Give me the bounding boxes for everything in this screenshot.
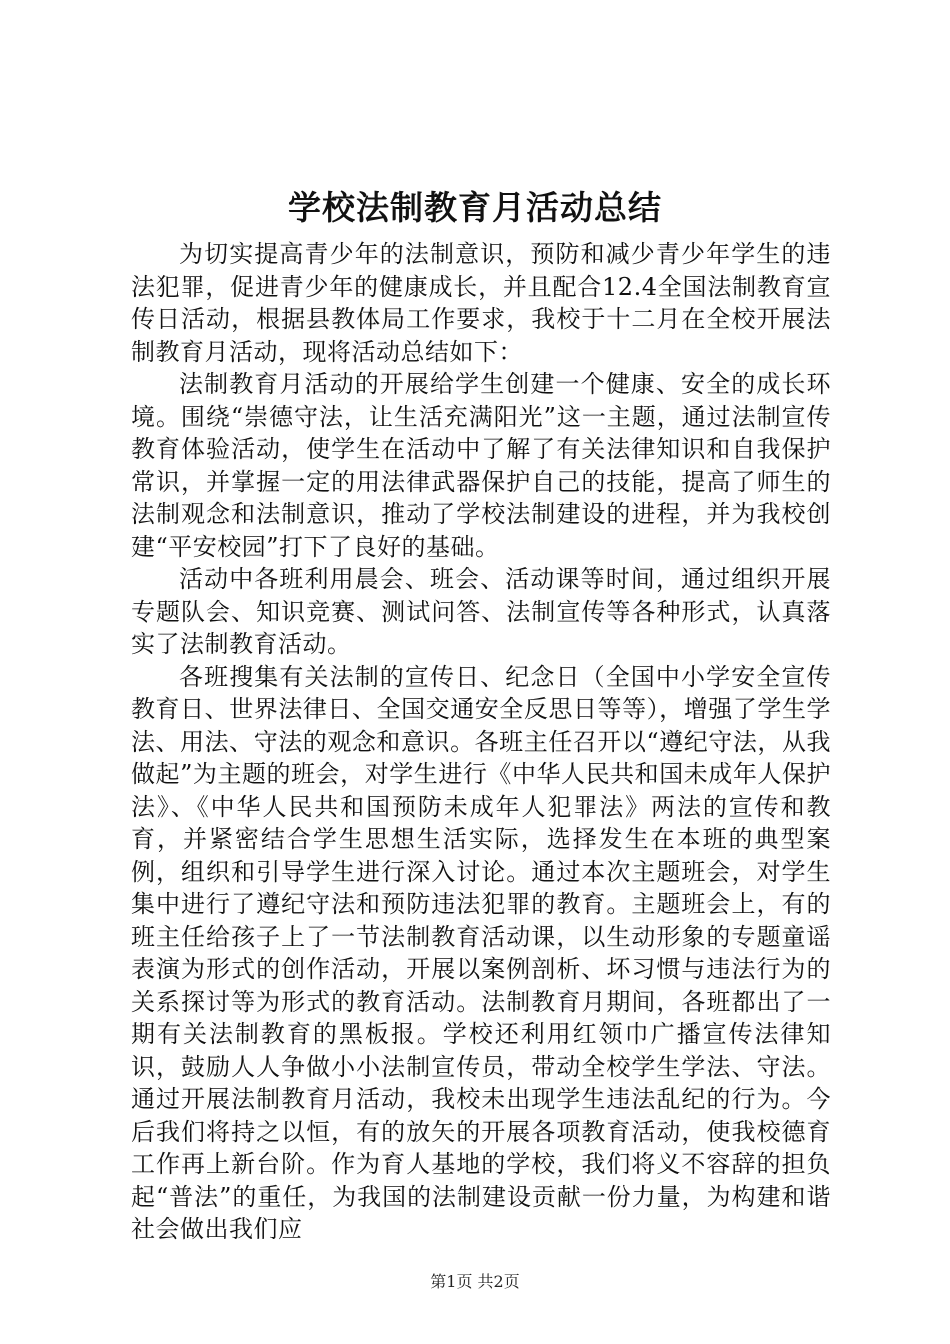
document-body (131, 238, 831, 1246)
paragraph-intro: 为切实提高青少年的法制意识，预防和减少青少年学生的违法犯罪，促进青少年的健康成长，并且配合12.4全国法制教育宣传日活动，根据县教体局工作要求，我校于十二月在全校开展法制教育月活动，现将活动总结如下： (131, 240, 831, 366)
page-footer: 第1页 共2页 (430, 1272, 520, 1291)
document-title: 学校法制教育月活动总结 (288, 188, 662, 227)
paragraph-activities: 活动中各班利用晨会、班会、活动课等时间，通过组织开展专题队会、知识竞赛、测试问答、法制宣传等各种形式，认真落实了法制教育活动。 (131, 565, 831, 658)
paragraph-details: 各班搜集有关法制的宣传日、纪念日（全国中小学安全宣传教育日、世界法律日、全国交通安全反思日等等），增强了学生学法、用法、守法的观念和意识。各班主任召开以“遵纪守法，从我做起”为主题的班会，对学生进行《中华人民共和国未成年人保护法》、《中华人民共和国预防未成年人犯罪法》两法的宣传和教育，并紧密结合学生思想生活实际，选择发生在本班的典型案例，组织和引导学生进行深入讨论。通过本次主题班会，对学生集中进行了遵纪守法和预防违法犯罪的教育。主题班会上，有的班主任给孩子上了一节法制教育活动课，以生动形象的专题童谣表演为形式的创作活动，开展以案例剖析、坏习惯与违法行为的关系探讨等为形式的教育活动。法制教育月期间，各班都出了一期有关法制教育的黑板报。学校还利用红领巾广播宣传法律知识，鼓励人人争做小小法制宣传员，带动全校学生学法、守法。通过开展法制教育月活动，我校未出现学生违法乱纪的行为。今后我们将持之以恒，有的放矢的开展各项教育活动，使我校德育工作再上新台阶。作为育人基地的学校，我们将义不容辞的担负起“普法”的重任，为我国的法制建设贡献一份力量，为构建和谐社会做出我们应 (131, 662, 831, 1243)
paragraph-purpose: 法制教育月活动的开展给学生创建一个健康、安全的成长环境。围绕“崇德守法，让生活充满阳光”这一主题，通过法制宣传教育体验活动，使学生在活动中了解了有关法律知识和自我保护常识，并掌握一定的用法律武器保护自己的技能，提高了师生的法制观念和法制意识，推动了学校法制建设的进程，并为我校创建“平安校园”打下了良好的基础。 (131, 370, 831, 561)
